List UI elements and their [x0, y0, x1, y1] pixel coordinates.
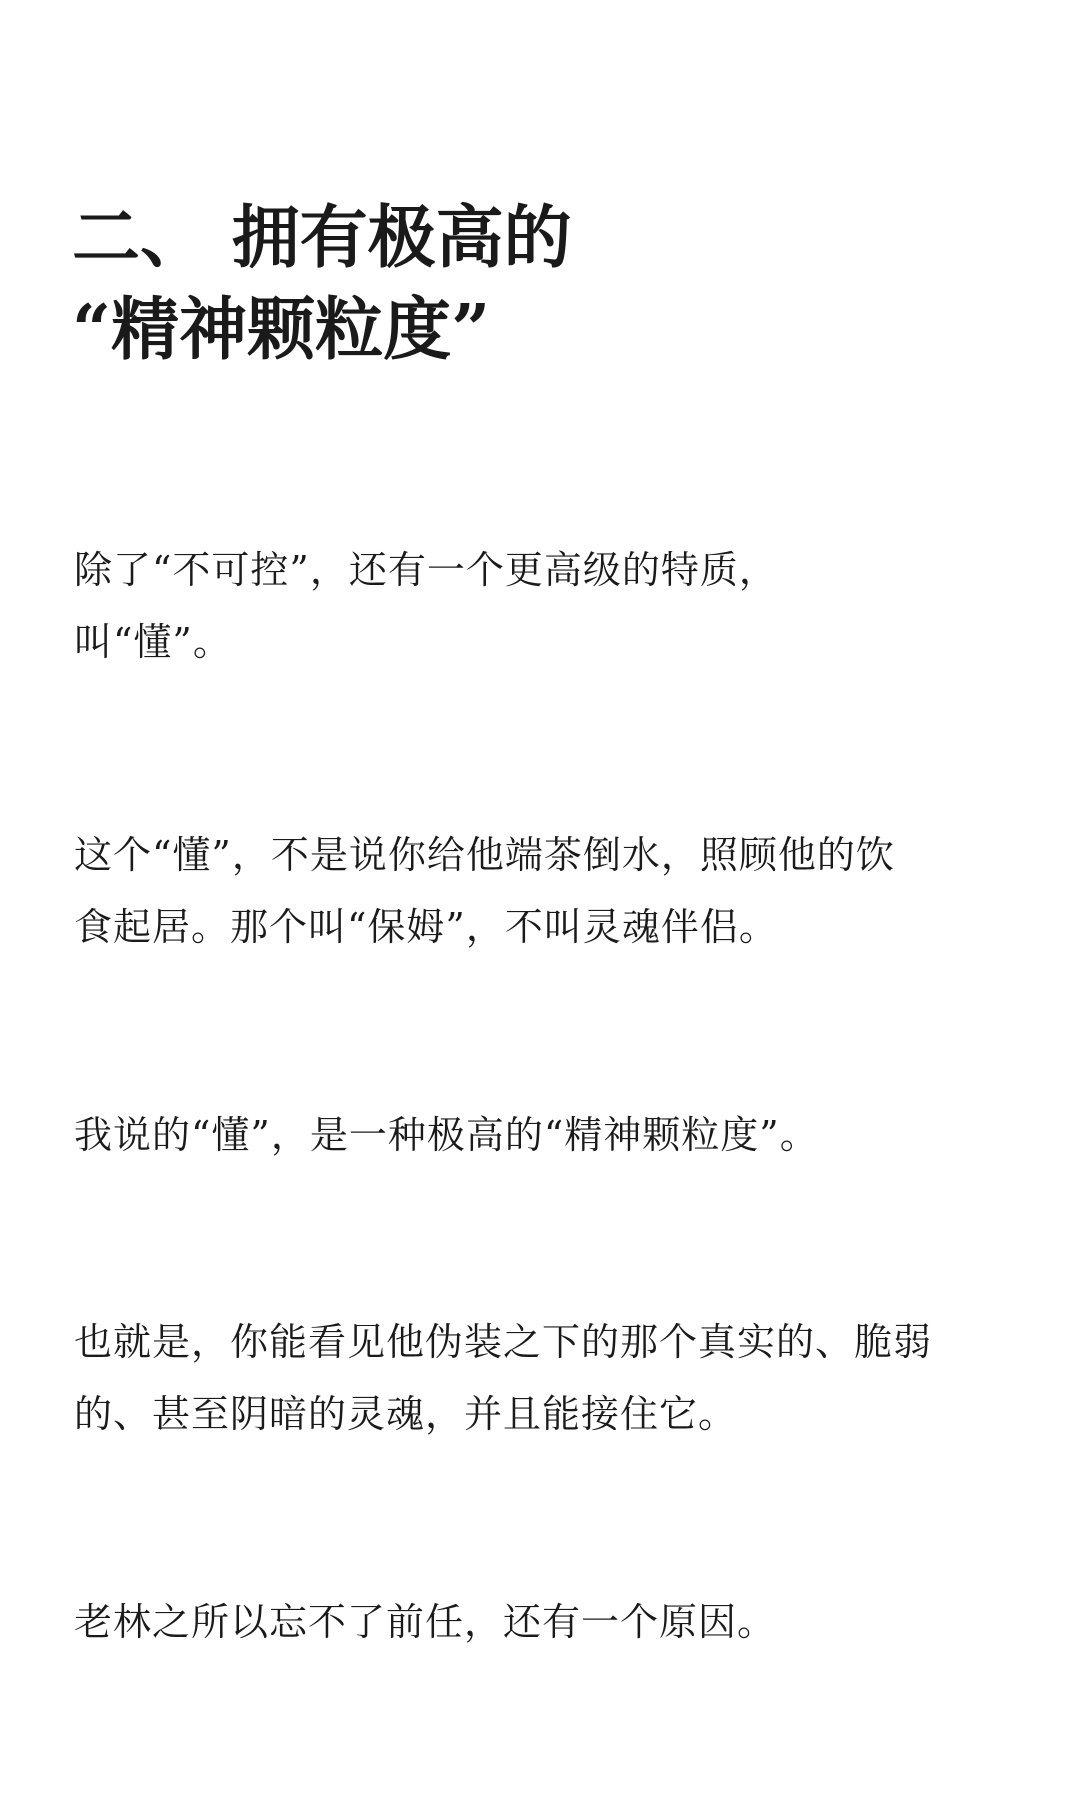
paragraph-line: 我说的“懂”，是一种极高的“精神颗粒度”。: [74, 1113, 819, 1157]
paragraph-4: [74, 1306, 1014, 1450]
paragraph-line: 这个“懂”，不是说你给他端茶倒水，照顾他的饮: [74, 833, 895, 877]
paragraph-1: [74, 534, 1014, 678]
paragraph-line: 食起居。那个叫“保姆”，不叫灵魂伴侣。: [74, 905, 778, 949]
section-title-line-2: “精神颗粒度”: [72, 290, 491, 370]
section-title: [72, 192, 992, 376]
paragraph-2: [74, 819, 1014, 963]
paragraph-5: [74, 1586, 1014, 1658]
paragraph-3: [74, 1099, 1014, 1171]
paragraph-line: 的、甚至阴暗的灵魂，并且能接住它。: [74, 1392, 738, 1436]
paragraph-line: 也就是，你能看见他伪装之下的那个真实的、脆弱: [74, 1320, 933, 1364]
paragraph-line: 叫“懂”。: [74, 620, 232, 664]
paragraph-line: 老林之所以忘不了前任，还有一个原因。: [74, 1600, 777, 1644]
section-title-line-1: 二、 拥有极高的: [72, 198, 572, 278]
paragraph-line: 除了“不可控”，还有一个更高级的特质，: [74, 548, 778, 592]
